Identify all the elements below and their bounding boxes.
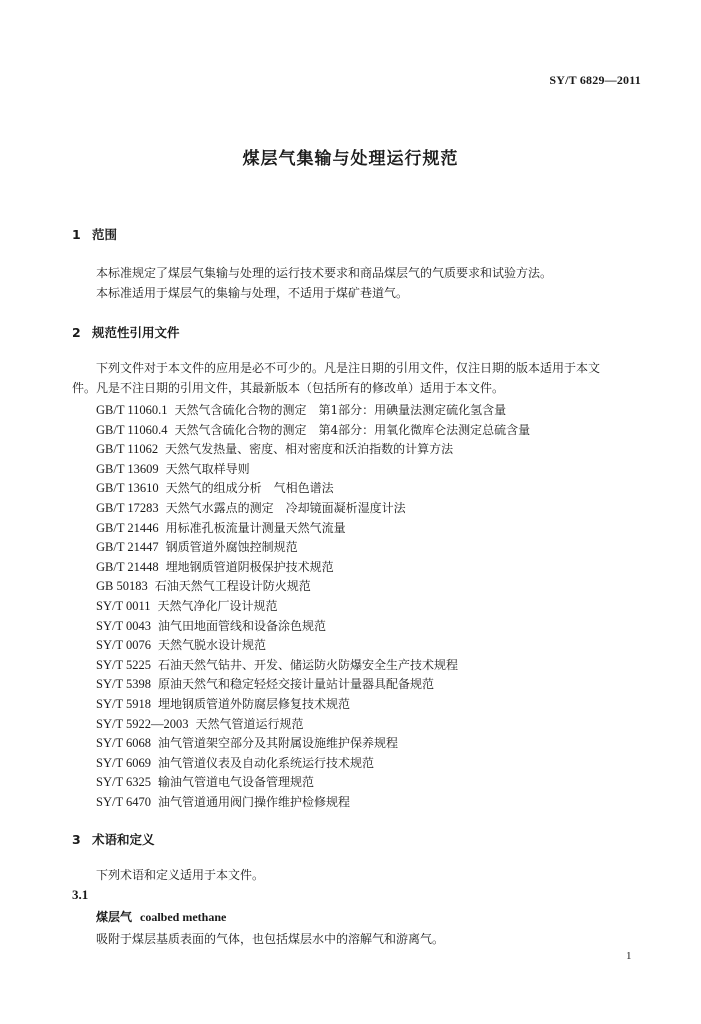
reference-item <box>96 734 398 751</box>
term-heading <box>96 908 226 925</box>
reference-item <box>96 675 434 692</box>
reference-title: 天然气发热量、密度、相对密度和沃泊指数的计算方法 <box>165 442 454 457</box>
reference-code: SY/T 6069 <box>96 755 151 770</box>
section-3-title: 术语和定义 <box>92 832 155 847</box>
reference-title: 天然气取样导则 <box>165 461 250 476</box>
reference-item <box>96 401 506 418</box>
reference-title: 天然气净化厂设计规范 <box>157 599 278 613</box>
reference-title: 输油气管道电气设备管理规范 <box>158 775 315 790</box>
reference-title: 原油天然气和稳定轻烃交接计量站计量器具配备规范 <box>158 677 435 692</box>
reference-item <box>96 440 453 457</box>
reference-item <box>96 793 350 810</box>
section-1-number: 1 <box>72 227 81 242</box>
reference-code: GB/T 11060.1 <box>96 403 168 417</box>
reference-item <box>96 577 311 594</box>
section-2-number: 2 <box>72 325 81 340</box>
reference-code: SY/T 0043 <box>96 618 151 633</box>
reference-item <box>96 538 298 555</box>
term-definition: 吸附于煤层基质表面的气体，也包括煤层水中的溶解气和游离气。 <box>96 932 445 946</box>
reference-code: GB/T 13609 <box>96 461 159 476</box>
reference-code: SY/T 5398 <box>96 677 151 692</box>
reference-title: 油气田地面管线和设备涂色规范 <box>158 618 327 633</box>
term-zh: 煤层气 <box>96 910 133 924</box>
reference-title: 油气管道通用阀门操作维护检修规程 <box>158 795 351 809</box>
reference-item <box>96 656 458 673</box>
reference-code: GB 50183 <box>96 579 148 594</box>
reference-item <box>96 715 304 732</box>
section-1-heading <box>72 225 117 243</box>
reference-title: 天然气的组成分析 气相色谱法 <box>165 481 334 496</box>
reference-code: GB/T 21446 <box>96 520 159 535</box>
reference-title: 油气管道仪表及自动化系统运行技术规范 <box>158 755 375 770</box>
reference-title: 天然气脱水设计规范 <box>158 638 267 653</box>
section-3-intro: 下列术语和定义适用于本文件。 <box>96 868 265 882</box>
reference-code: SY/T 0011 <box>96 599 151 613</box>
reference-item <box>96 773 314 790</box>
reference-code: SY/T 6325 <box>96 775 151 790</box>
reference-item <box>96 617 326 634</box>
section-3-heading <box>72 830 155 848</box>
reference-title: 油气管道架空部分及其附属设施维护保养规程 <box>158 736 399 751</box>
reference-code: GB/T 11062 <box>96 442 159 457</box>
reference-code: SY/T 5225 <box>96 657 151 672</box>
reference-item <box>96 499 406 516</box>
reference-code: GB/T 13610 <box>96 481 159 496</box>
reference-code: GB/T 17283 <box>96 501 159 515</box>
reference-item <box>96 558 334 575</box>
document-title: 煤层气集输与处理运行规范 <box>242 149 459 169</box>
section-2-title: 规范性引用文件 <box>92 325 180 340</box>
reference-code: GB/T 21448 <box>96 559 159 574</box>
section-3-number: 3 <box>72 832 81 847</box>
section-1-paragraph: 本标准适用于煤层气的集输与处理，不适用于煤矿巷道气。 <box>96 286 409 300</box>
page-number: 1 <box>626 950 632 962</box>
reference-item <box>96 597 278 614</box>
reference-code: SY/T 0076 <box>96 638 151 653</box>
section-2-heading <box>72 323 180 341</box>
reference-title: 埋地钢质管道阴极保护技术规范 <box>165 559 334 574</box>
reference-item <box>96 695 350 712</box>
standard-number-header: SY/T 6829—2011 <box>549 73 641 87</box>
reference-item <box>96 421 530 438</box>
reference-title: 天然气管道运行规范 <box>195 716 304 731</box>
term-en: coalbed methane <box>140 910 227 924</box>
reference-title: 天然气水露点的测定 冷却镜面凝析湿度计法 <box>165 501 406 515</box>
section-1-title: 范围 <box>92 227 118 242</box>
reference-item <box>96 460 250 477</box>
reference-code: GB/T 11060.4 <box>96 422 168 437</box>
reference-code: SY/T 6068 <box>96 736 151 751</box>
reference-title: 石油天然气钻井、开发、储运防火防爆安全生产技术规程 <box>158 657 459 672</box>
reference-item <box>96 636 266 653</box>
reference-code: SY/T 6470 <box>96 795 151 809</box>
reference-item <box>96 519 346 536</box>
section-1-paragraph: 本标准规定了煤层气集输与处理的运行技术要求和商品煤层气的气质要求和试验方法。 <box>96 266 553 280</box>
term-number: 3.1 <box>72 887 89 902</box>
reference-title: 天然气含硫化合物的测定 第1部分：用碘量法测定硫化氢含量 <box>174 403 507 417</box>
section-2-intro: 下列文件对于本文件的应用是必不可少的。凡是注日期的引用文件，仅注日期的版本适用于本文件。凡是不注日期的引用文件，其最新版本（包括所有的修改单）适用于本文件。 <box>72 361 601 395</box>
reference-item <box>96 754 374 771</box>
reference-title: 石油天然气工程设计防火规范 <box>154 579 311 594</box>
reference-title: 埋地钢质管道外防腐层修复技术规范 <box>158 697 351 711</box>
reference-item <box>96 479 334 496</box>
reference-title: 天然气含硫化合物的测定 第4部分：用氧化微库仑法测定总硫含量 <box>174 422 531 437</box>
reference-code: GB/T 21447 <box>96 540 159 555</box>
reference-code: SY/T 5918 <box>96 697 151 711</box>
reference-title: 用标准孔板流量计测量天然气流量 <box>165 520 346 535</box>
reference-code: SY/T 5922—2003 <box>96 716 189 731</box>
reference-title: 钢质管道外腐蚀控制规范 <box>165 540 298 555</box>
